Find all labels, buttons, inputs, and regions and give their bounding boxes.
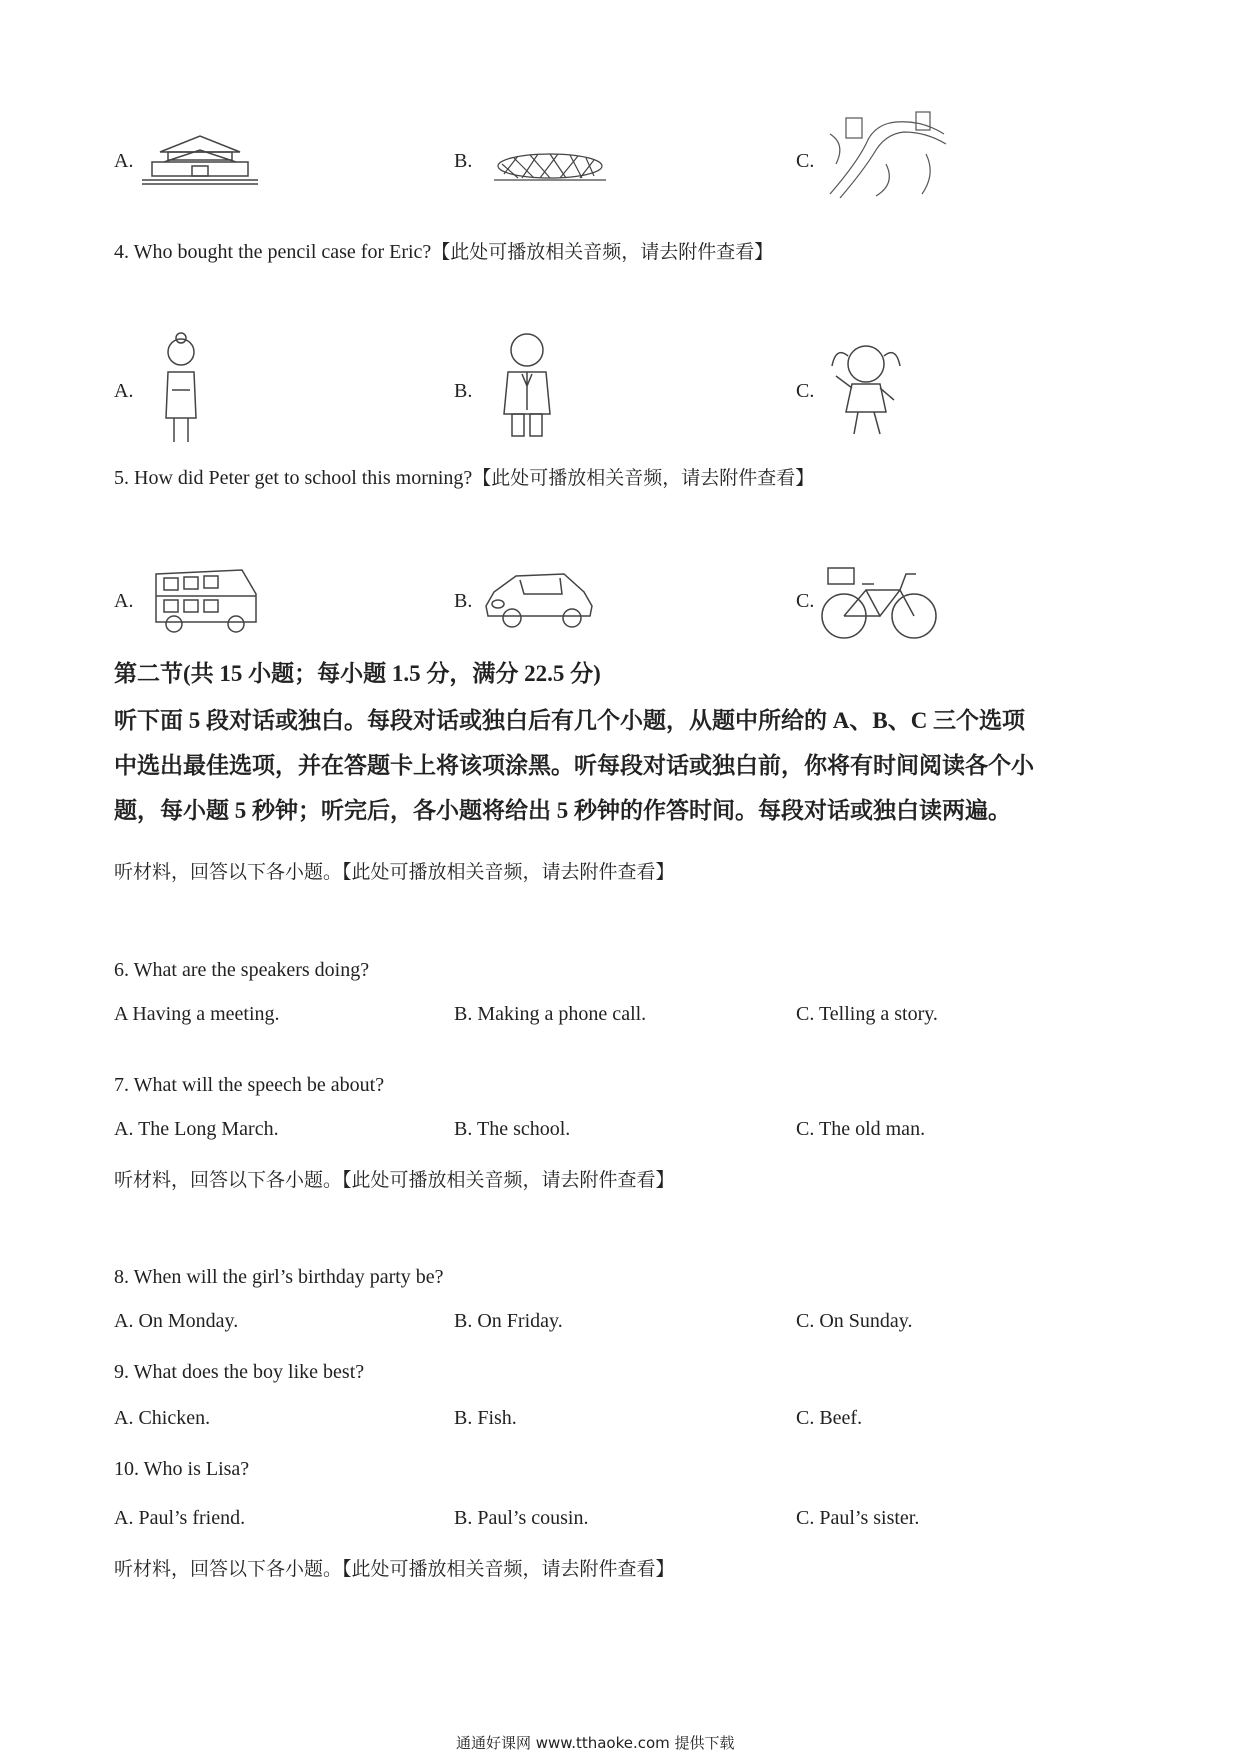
q5-option-c-label: C. xyxy=(796,590,815,612)
birds-nest-stadium-icon xyxy=(494,150,606,184)
section-heading: 第二节(共 15 小题；每小题 1.5 分，满分 22.5 分) xyxy=(114,661,601,686)
q5-stem-text: 5. How did Peter get to school this morning? xyxy=(114,467,473,489)
q9-option-c: C. Beef. xyxy=(796,1407,863,1429)
section-instructions-line-1: 听下面 5 段对话或独白。每段对话或独白后有几个小题，从题中所给的 A、B、C 三个选项 xyxy=(114,708,1026,733)
q9-stem: 9. What does the boy like best? xyxy=(114,1361,365,1383)
section-instructions-line-3: 题，每小题 5 秒钟；听完后，各小题将给出 5 秒钟的作答时间。每段对话或独白读两遍。 xyxy=(114,798,1011,823)
q6-option-a: A Having a meeting. xyxy=(114,1003,280,1025)
q8-option-a: A. On Monday. xyxy=(114,1310,239,1332)
q6-option-c: C. Telling a story. xyxy=(796,1003,938,1025)
q5-option-a-label: A. xyxy=(114,590,134,612)
q7-stem: 7. What will the speech be about? xyxy=(114,1074,385,1096)
section-instructions-line-2: 中选出最佳选项，并在答题卡上将该项涂黑。听每段对话或独白前，你将有时间阅读各个小 xyxy=(114,753,1034,778)
q7-option-a: A. The Long March. xyxy=(114,1118,279,1140)
man-in-suit-icon xyxy=(494,330,560,442)
q7-option-c: C. The old man. xyxy=(796,1118,926,1140)
q6-option-b: B. Making a phone call. xyxy=(454,1003,647,1025)
listen-prompt-3: 听材料，回答以下各小题。【此处可播放相关音频，请去附件查看】 xyxy=(114,1558,675,1580)
bus-icon xyxy=(150,566,262,636)
q3-option-a-label: A. xyxy=(114,150,134,172)
tiananmen-icon xyxy=(140,130,260,186)
car-icon xyxy=(480,566,596,630)
listen-prompt-1: 听材料，回答以下各小题。【此处可播放相关音频，请去附件查看】 xyxy=(114,861,675,883)
q4-stem xyxy=(114,240,773,264)
q10-option-b: B. Paul’s cousin. xyxy=(454,1507,589,1529)
q4-stem-text: 4. Who bought the pencil case for Eric? xyxy=(114,241,432,263)
q4-option-a-label: A. xyxy=(114,380,134,402)
q4-option-c-label: C. xyxy=(796,380,815,402)
q10-option-a: A. Paul’s friend. xyxy=(114,1507,246,1529)
q8-option-c: C. On Sunday. xyxy=(796,1310,913,1332)
great-wall-icon xyxy=(826,104,950,200)
girl-icon xyxy=(826,336,906,440)
q7-option-b: B. The school. xyxy=(454,1118,571,1140)
bicycle-icon xyxy=(820,562,938,642)
q5-option-b-label: B. xyxy=(454,590,473,612)
q3-option-b-label: B. xyxy=(454,150,473,172)
woman-icon xyxy=(158,332,204,448)
q9-option-a: A. Chicken. xyxy=(114,1407,211,1429)
q10-stem: 10. Who is Lisa? xyxy=(114,1458,250,1480)
listen-prompt-2: 听材料，回答以下各小题。【此处可播放相关音频，请去附件查看】 xyxy=(114,1169,675,1191)
q4-option-b-label: B. xyxy=(454,380,473,402)
q9-option-b: B. Fish. xyxy=(454,1407,517,1429)
q3-option-c-label: C. xyxy=(796,150,815,172)
q8-stem: 8. When will the girl’s birthday party be? xyxy=(114,1266,444,1288)
q5-stem xyxy=(114,466,814,490)
q4-audio-note: 【此处可播放相关音频，请去附件查看】 xyxy=(431,241,774,263)
q6-stem: 6. What are the speakers doing? xyxy=(114,959,370,981)
q8-option-b: B. On Friday. xyxy=(454,1310,563,1332)
q10-option-c: C. Paul’s sister. xyxy=(796,1507,920,1529)
page-footer: 通通好课网 www.tthaoke.com 提供下载 xyxy=(456,1734,735,1752)
q5-audio-note: 【此处可播放相关音频，请去附件查看】 xyxy=(472,467,815,489)
